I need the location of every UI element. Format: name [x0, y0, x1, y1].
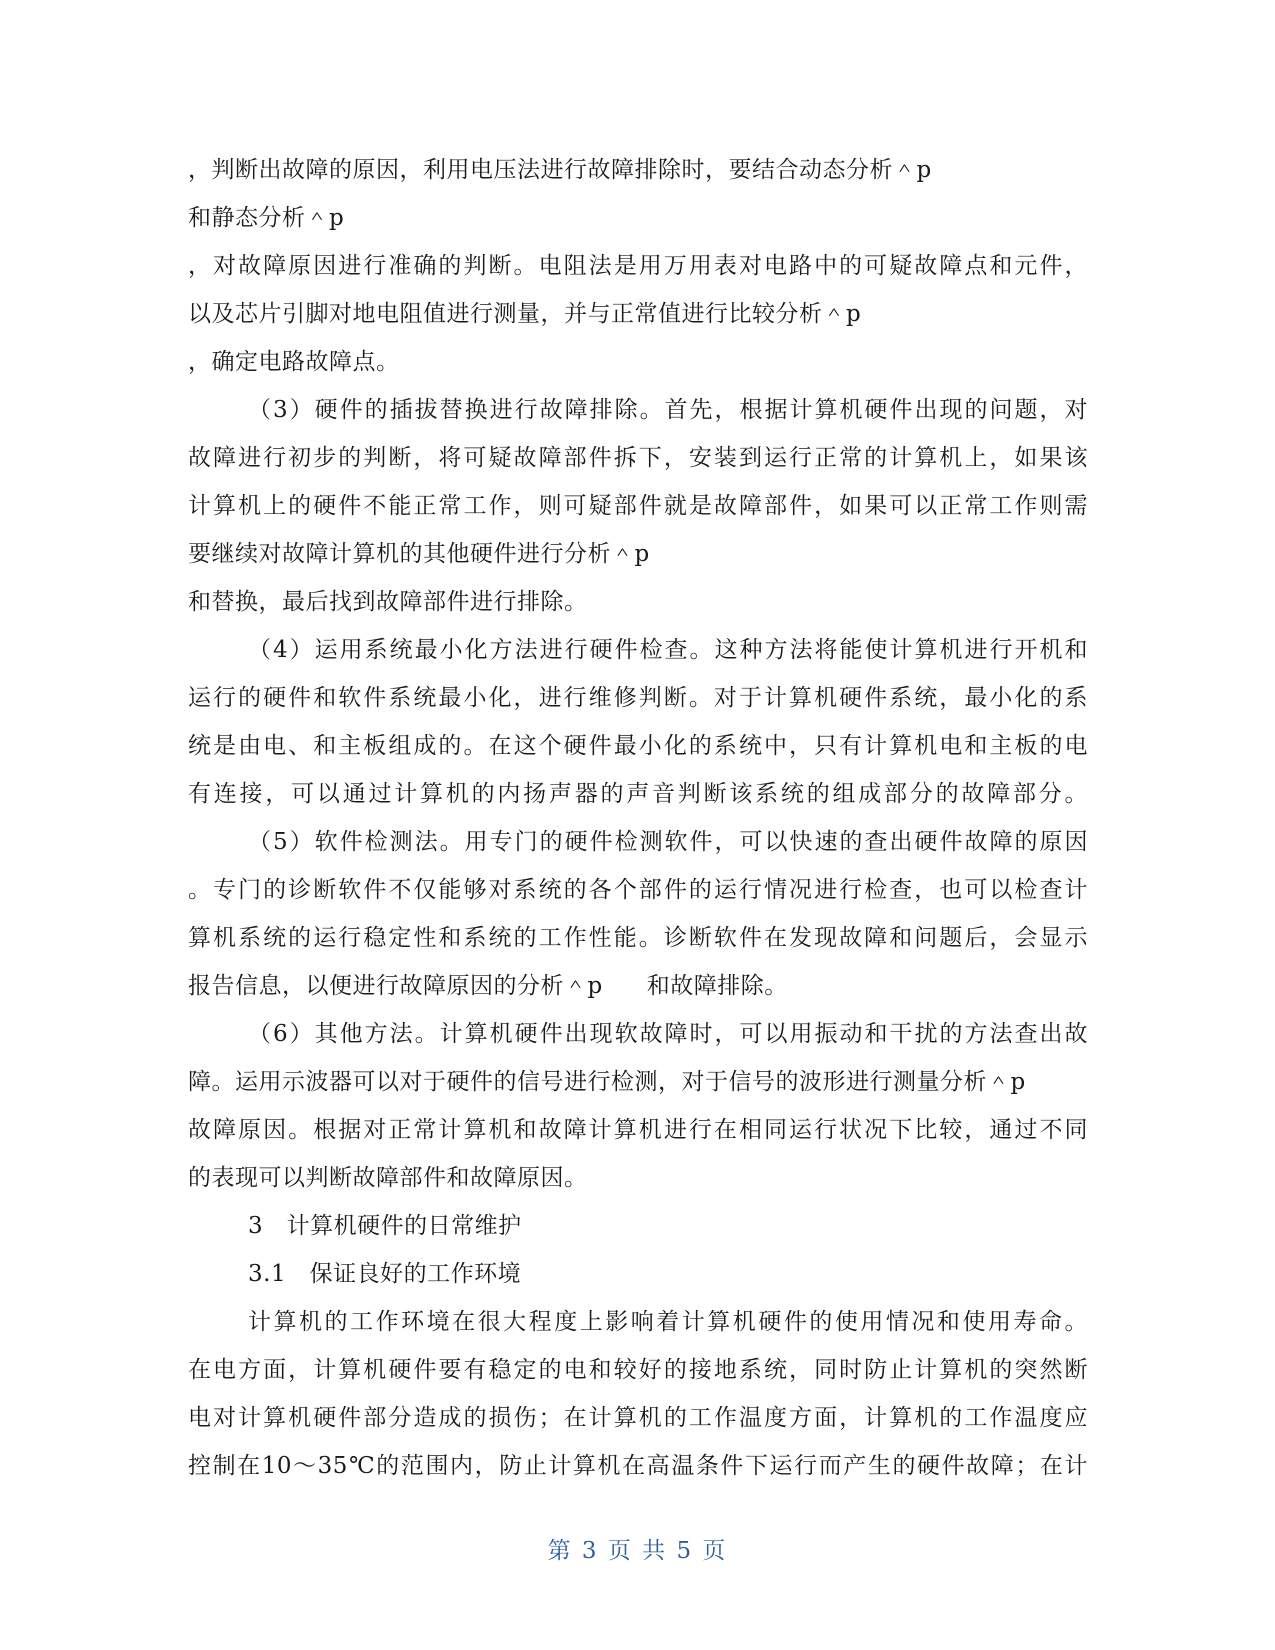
- document-body: [188, 146, 1088, 1490]
- text-line: 运行的硬件和软件系统最小化，进行维修判断。对于计算机硬件系统，最小化的系: [188, 685, 1088, 711]
- text-line: 算机系统的运行稳定性和系统的工作性能。诊断软件在发现故障和问题后，会显示: [188, 925, 1088, 951]
- text-line: ，对故障原因进行准确的判断。电阻法是用万用表对电路中的可疑故障点和元件，: [188, 253, 1088, 279]
- text-line: 控制在10～35℃的范围内，防止计算机在高温条件下运行而产生的硬件故障；在计: [188, 1453, 1088, 1479]
- text-line: 计算机的工作环境在很大程度上影响着计算机硬件的使用情况和使用寿命。: [248, 1309, 1088, 1335]
- text-line: 在电方面，计算机硬件要有稳定的电和较好的接地系统，同时防止计算机的突然断: [188, 1357, 1088, 1383]
- text-line: 计算机上的硬件不能正常工作，则可疑部件就是故障部件，如果可以正常工作则需: [188, 493, 1088, 519]
- text-line: 有连接，可以通过计算机的内扬声器的声音判断该系统的组成部分的故障部分。: [188, 781, 1088, 807]
- text-line: 和静态分析＾p: [188, 205, 345, 231]
- text-line: 的表现可以判断故障部件和故障原因。: [188, 1165, 588, 1191]
- text-line: 电对计算机硬件部分造成的损伤；在计算机的工作温度方面，计算机的工作温度应: [188, 1405, 1088, 1431]
- text-line: 和替换，最后找到故障部件进行排除。: [188, 589, 588, 615]
- text-line: 以及芯片引脚对地电阻值进行测量，并与正常值进行比较分析＾p: [188, 301, 862, 327]
- text-line: （6）其他方法。计算机硬件出现软故障时，可以用振动和干扰的方法查出故: [248, 1021, 1088, 1047]
- text-line: 故障原因。根据对正常计算机和故障计算机进行在相同运行状况下比较，通过不同: [188, 1117, 1088, 1143]
- text-line: 。专门的诊断软件不仅能够对系统的各个部件的运行情况进行检查，也可以检查计: [188, 877, 1088, 903]
- text-line: 3 计算机硬件的日常维护: [248, 1213, 522, 1239]
- text-line: 3.1 保证良好的工作环境: [248, 1261, 522, 1287]
- text-line: （5）软件检测法。用专门的硬件检测软件，可以快速的查出硬件故障的原因: [248, 829, 1088, 855]
- text-segment: 和故障排除。: [646, 973, 788, 999]
- text-line: ，确定电路故障点。: [188, 349, 400, 375]
- text-line: 统是由电、和主板组成的。在这个硬件最小化的系统中，只有计算机电和主板的电: [188, 733, 1088, 759]
- page-number-footer: 第 3 页 共 5 页: [547, 1538, 728, 1564]
- text-line: 故障进行初步的判断，将可疑故障部件拆下，安装到运行正常的计算机上，如果该: [188, 445, 1088, 471]
- text-line: 障。运用示波器可以对于硬件的信号进行检测，对于信号的波形进行测量分析＾p: [188, 1069, 1026, 1095]
- text-segment: 报告信息，以便进行故障原因的分析＾p: [188, 973, 603, 999]
- text-line: （4）运用系统最小化方法进行硬件检查。这种方法将能使计算机进行开机和: [248, 637, 1088, 663]
- text-line: [188, 962, 1088, 1010]
- text-line: 要继续对故障计算机的其他硬件进行分析＾p: [188, 541, 650, 567]
- text-line: （3）硬件的插拔替换进行故障排除。首先，根据计算机硬件出现的问题，对: [248, 397, 1088, 423]
- text-line: ，判断出故障的原因，利用电压法进行故障排除时，要结合动态分析＾p: [188, 157, 932, 183]
